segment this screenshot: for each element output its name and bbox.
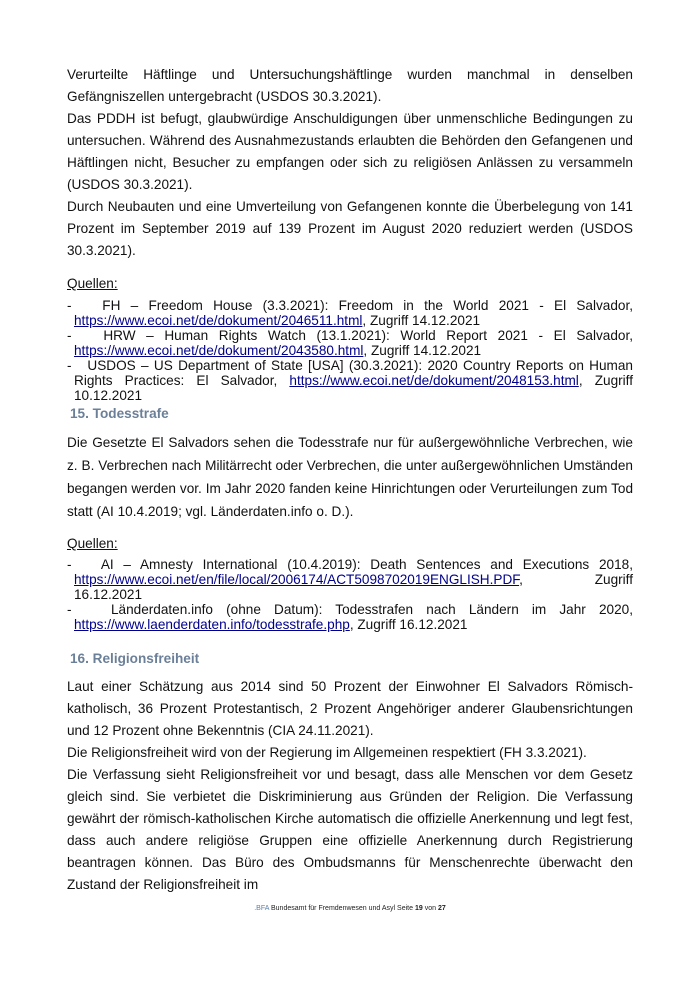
page-footer [0,905,700,912]
source-link[interactable]: https://www.laenderdaten.info/todesstrafe.php [74,617,350,632]
sources-label: Quellen: [67,276,118,291]
source-item: - Länderdaten.info (ohne Datum): Todesstrafen nach Ländern im Jahr 2020, https://www.laenderdaten.info/todesstrafe.php, Zugriff 16.12.2021 [67,602,633,632]
source-text: FH – Freedom House (3.3.2021): Freedom in the World 2021 - El Salvador, [102,298,634,313]
source-access: , Zugriff 14.12.2021 [362,313,481,328]
source-text: AI – Amnesty International (10.4.2019): Death Sentences and Executions 2018, [100,557,634,572]
source-link[interactable]: https://www.ecoi.net/de/dokument/2043580.html [74,343,364,358]
footer-of: von [424,905,437,912]
source-item: - AI – Amnesty International (10.4.2019): Death Sentences and Executions 2018, https://www.ecoi.net/en/file/local/2006174/ACT5098702019ENGLISH.PDF, Zugriff 16.12.2021 [67,557,634,602]
page-total: 27 [437,905,446,912]
footer-text: Bundesamt für Fremdenwesen und Asyl Seite [270,905,414,912]
source-access: , Zugriff 16.12.2021 [349,617,468,632]
paragraph: Die Gesetzte El Salvadors sehen die Todesstrafe nur für außergewöhnliche Verbrechen, wie z. B. Verbrechen nach Militärrecht oder Verbrechen, die unter außergewöhnlichen Umständen begangen werden vor. Im Jahr 2020 fanden keine Hinrichtungen oder Verurteilungen zum Tod statt (AI 10.4.2019; vgl. Länderdaten.info o. D.). [67,435,633,519]
source-access: , Zugriff 14.12.2021 [363,343,482,358]
sources-list [67,298,633,403]
section-heading: 15. Todesstrafe [70,406,169,421]
source-text: Länderdaten.info (ohne Datum): Todesstrafen nach Ländern im Jahr 2020, [110,602,633,617]
paragraph: Durch Neubauten und eine Umverteilung von Gefangenen konnte die Überbelegung von 141 Prozent im September 2019 auf 139 Prozent im August 2020 reduziert werden (USDOS 30.3.2021). [67,199,633,258]
source-item: - USDOS – US Department of State [USA] (30.3.2021): 2020 Country Reports on Human Rights Practices: El Salvador, https://www.ecoi.net/de/dokument/2048153.html, Zugriff 10.12.2021 [67,358,633,403]
source-item: - FH – Freedom House (3.3.2021): Freedom in the World 2021 - El Salvador, https://www.ecoi.net/de/dokument/2046511.html, Zugriff 14.12.2021 [67,298,634,328]
source-access: , Zugriff 16.12.2021 [74,572,633,602]
sources-label: Quellen: [67,536,118,551]
paragraph: Laut einer Schätzung aus 2014 sind 50 Prozent der Einwohner El Salvadors Römisch-katholisch, 36 Prozent Protestantisch, 2 Prozent Angehöriger anderer Glaubensrichtungen und 12 Prozent ohne Bekenntnis (CIA 24.11.2021). [67,679,633,738]
paragraph: Die Religionsfreiheit wird von der Regierung im Allgemeinen respektiert (FH 3.3.2021). [67,745,587,760]
source-link[interactable]: https://www.ecoi.net/de/dokument/2048153.html [289,373,579,388]
section-heading: 16. Religionsfreiheit [70,651,200,666]
source-access: , Zugriff 10.12.2021 [74,373,633,403]
page-number: 19 [414,905,423,912]
source-link[interactable]: https://www.ecoi.net/en/file/local/2006174/ACT5098702019ENGLISH.PDF [74,572,520,587]
sources-list [67,557,633,632]
source-link[interactable]: https://www.ecoi.net/de/dokument/2046511.html [74,313,363,328]
source-item: - HRW – Human Rights Watch (13.1.2021): World Report 2021 - El Salvador, https://www.ecoi.net/de/dokument/2043580.html, Zugriff 14.12.2021 [67,328,634,358]
paragraph: Die Verfassung sieht Religionsfreiheit vor und besagt, dass alle Menschen vor dem Gesetz gleich sind. Sie verbietet die Diskriminierung aus Gründen der Religion. Die Verfassung gewährt der römisch-katholischen Kirche automatisch die offizielle Anerkennung und legt fest, dass auch andere religiöse Gruppen eine offizielle Anerkennung durch Registrierung beantragen können. Das Büro des Ombudsmanns für Menschenrechte überwacht den Zustand der Religionsfreiheit im [67,767,633,892]
source-text: HRW – Human Rights Watch (13.1.2021): World Report 2021 - El Salvador, [103,328,634,343]
bfa-logo: .BFA [254,905,270,912]
paragraph: Verurteilte Häftlinge und Untersuchungshäftlinge wurden manchmal in denselben Gefängniszellen untergebracht (USDOS 30.3.2021). [67,67,633,104]
source-text: USDOS – US Department of State [USA] (30.3.2021): 2020 Country Reports on Human Rights Practices: El Salvador, [74,358,633,388]
paragraph: Das PDDH ist befugt, glaubwürdige Anschuldigungen über unmenschliche Bedingungen zu untersuchen. Während des Ausnahmezustands erlaubten die Behörden den Gefangenen und Häftlingen nicht, Besucher zu empfangen oder sich zu religiösen Anlässen zu versammeln (USDOS 30.3.2021). [67,111,633,192]
